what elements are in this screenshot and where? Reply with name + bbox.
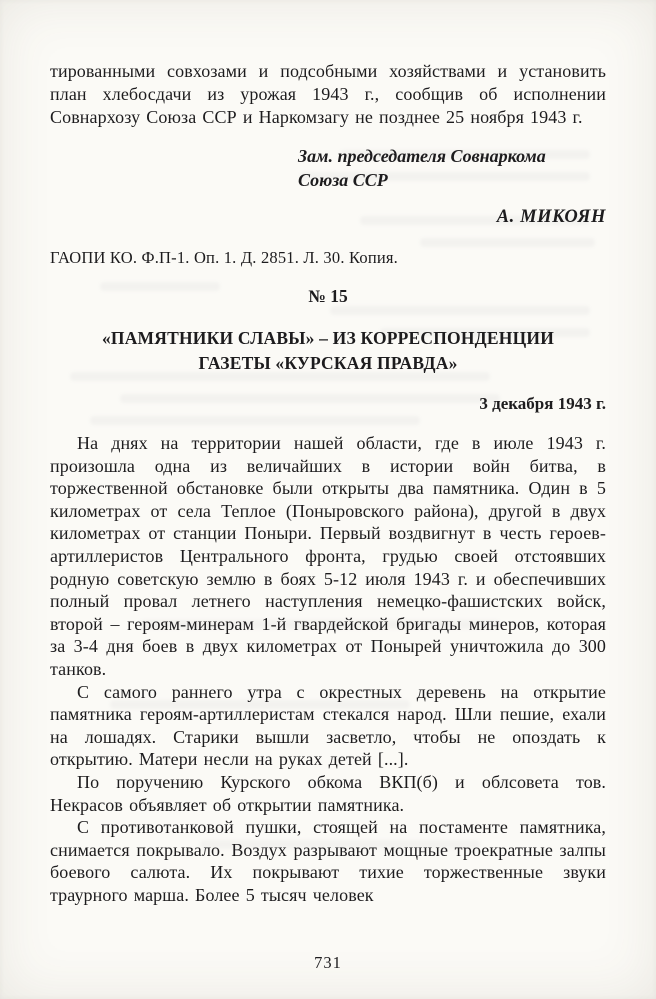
archive-reference: ГАОПИ КО. Ф.П-1. Оп. 1. Д. 2851. Л. 30. Копия. — [50, 248, 398, 267]
body-paragraph: С противотанковой пушки, стоящей на постаменте памятника, снимается покрывало. Воздух разрывают мощные троекратные залпы боевого салюта. Их покрывают тихие торжественные звуки траурного марша. Более 5 тысяч человек — [50, 817, 606, 905]
signature-title-line1: Зам. председателя Совнаркома — [298, 146, 546, 166]
document-title-line2: ГАЗЕТЫ «КУРСКАЯ ПРАВДА» — [198, 353, 458, 373]
document-date: 3 декабря 1943 г. — [479, 394, 606, 413]
document-number: № 15 — [308, 286, 348, 306]
page-number: 731 — [314, 953, 342, 972]
continuation-paragraph: тированными совхозами и подсобными хозяйствами и установить план хлебосдачи из урожая 1943 г., сообщив об исполнении Совнархозу Союза ССР и Наркомзагу не позднее 25 ноября 1943 г. — [50, 61, 606, 127]
body-paragraph: По поручению Курского обкома ВКП(б) и облсовета тов. Некрасов объявляет об открытии памятника. — [50, 771, 606, 815]
signature-name: А. МИКОЯН — [496, 207, 606, 227]
signature-title-line2: Союза ССР — [298, 170, 388, 190]
document-body — [50, 432, 606, 906]
document-title — [50, 326, 606, 376]
document-title-line1: «ПАМЯТНИКИ СЛАВЫ» – ИЗ КОРРЕСПОНДЕНЦИИ — [101, 328, 555, 348]
body-paragraph: На днях на территории нашей области, где в июле 1943 г. произошла одна из величайших в истории войн битва, в торжественной обстановке были открыты два памятника. Один в 5 километрах от села Теплое (Поныровского района), другой в двух километрах от станции Поныри. Первый воздвигнут в честь героев-артиллеристов Центрального фронта, грудью своей отстоявших родную советскую землю в боях 5-12 июля 1943 г. и обеспечивших полный провал летнего наступления немецко-фашистских войск, второй – героям-минерам 1-й гвардейской бригады минеров, которая за 3-4 дня боев в двух километрах от Понырей уничтожила до 300 танков. — [50, 433, 606, 679]
signature-block — [50, 144, 606, 229]
body-paragraph: С самого раннего утра с окрестных деревень на открытие памятника героям-артиллеристам стекался народ. Шли пешие, ехали на лошадях. Старики вышли засветло, чтобы не опоздать к открытию. Матери несли на руках детей [...]. — [50, 681, 606, 770]
